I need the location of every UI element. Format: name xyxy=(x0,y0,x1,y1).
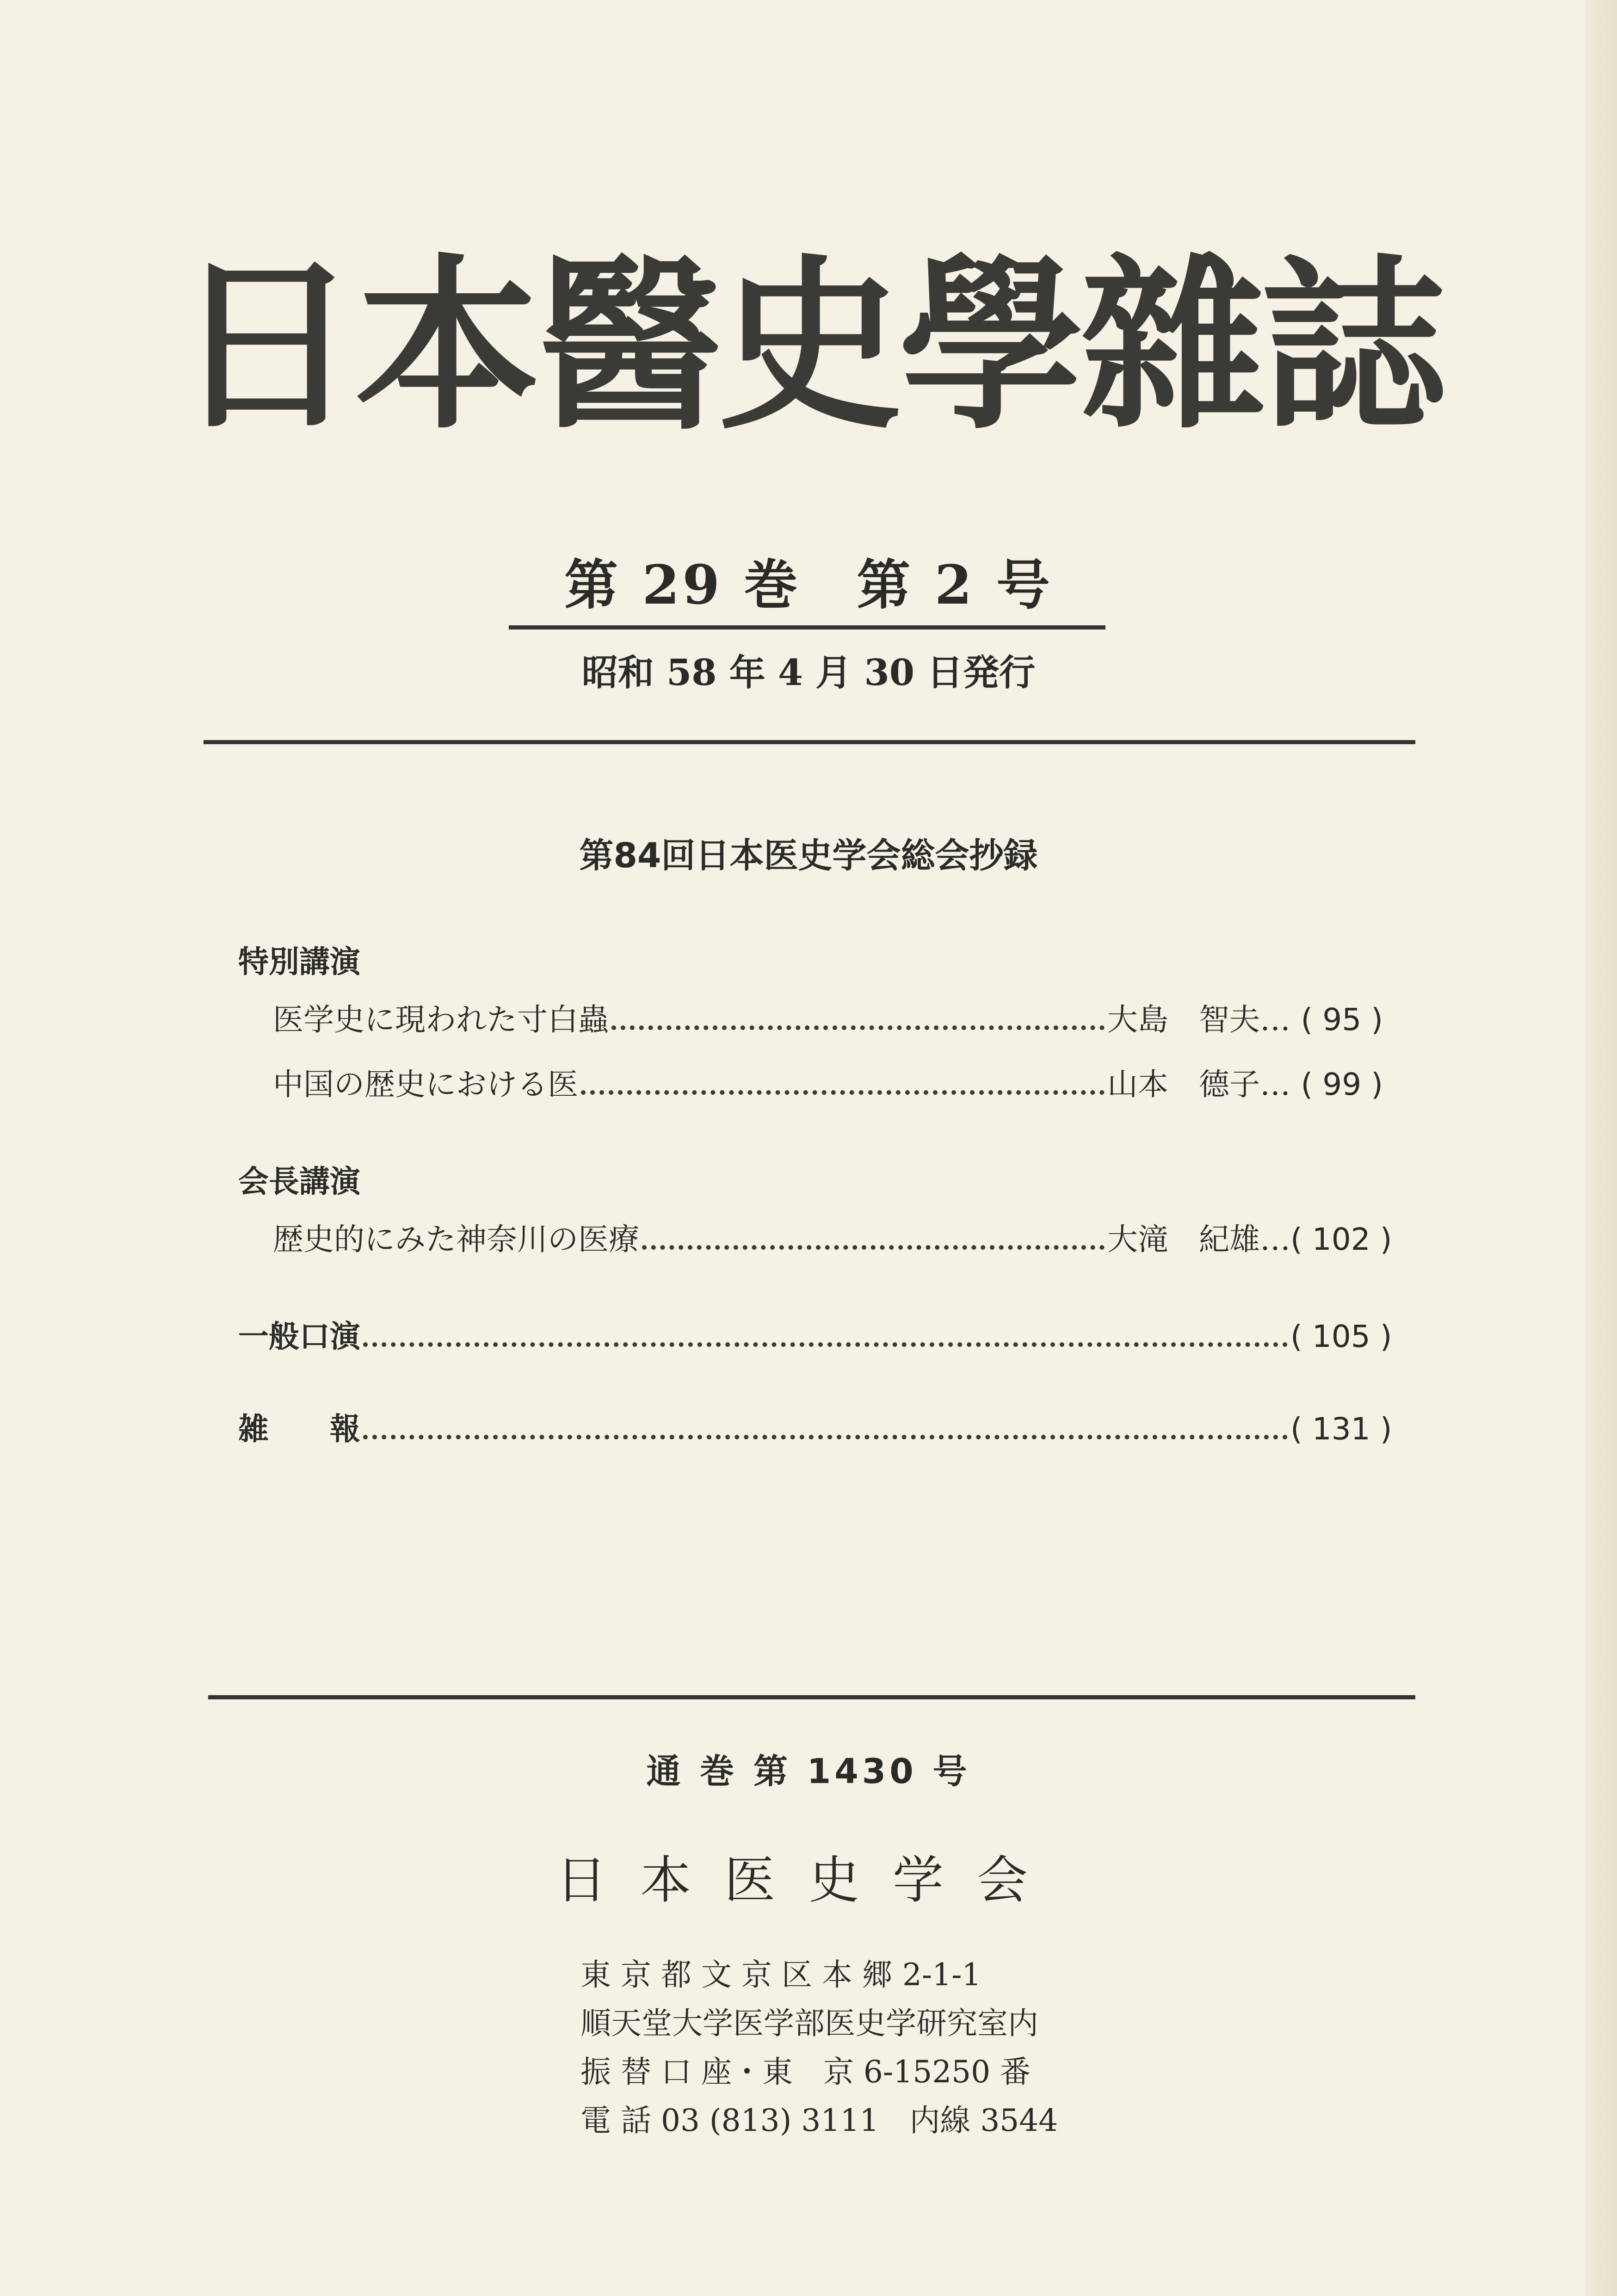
toc-entry-page: ( 105 ) xyxy=(1290,1314,1383,1360)
society-name: 日本医史学会 xyxy=(556,1851,1061,1910)
toc-entry-page: ( 131 ) xyxy=(1290,1406,1383,1452)
address-line: 振 替 口 座・東 京 6-15250 番 xyxy=(580,2054,1031,2090)
toc-entry-author: 山本 德子… xyxy=(1107,1067,1290,1102)
top-divider xyxy=(204,740,1415,744)
toc-entry xyxy=(238,1314,1383,1360)
toc-entry-author: 大滝 紀雄… xyxy=(1107,1222,1290,1257)
miscellaneous-heading: 雑 報 xyxy=(238,1411,360,1447)
volume-underline xyxy=(509,625,1105,630)
general-presentations-heading: 一般口演 xyxy=(238,1319,360,1354)
journal-title: 日本醫史學雜誌 xyxy=(174,239,1443,454)
section-header: 第84回日本医史学会総会抄録 xyxy=(579,836,1038,876)
bottom-divider xyxy=(208,1695,1415,1699)
address-line: 順天堂大学医学部医史学研究室内 xyxy=(580,2006,1038,2041)
dot-leader xyxy=(363,1426,1288,1439)
toc-entry xyxy=(273,1062,1383,1108)
toc-entry-page: ( 95 ) xyxy=(1290,997,1383,1043)
toc-entry xyxy=(238,1406,1383,1452)
dot-leader xyxy=(642,1236,1105,1250)
president-lecture-heading: 会長講演 xyxy=(238,1164,360,1199)
toc-entry-title: 中国の歴史における医 xyxy=(273,1067,578,1102)
dot-leader xyxy=(581,1081,1105,1095)
phone-line: 電 話 03 (813) 3111 内線 3544 xyxy=(580,2103,1058,2138)
toc-entry-title: 歴史的にみた神奈川の医療 xyxy=(273,1222,639,1257)
serial-number: 通 巻 第 1430 号 xyxy=(646,1752,971,1791)
toc-entry-author: 大島 智夫… xyxy=(1107,1002,1290,1037)
toc-entry-title: 医学史に現われた寸白蟲 xyxy=(273,1002,609,1037)
dot-leader xyxy=(363,1333,1288,1347)
dot-leader xyxy=(611,1016,1105,1030)
toc-entry-page: ( 102 ) xyxy=(1290,1216,1383,1263)
volume-issue: 第 29 巻 第 2 号 xyxy=(564,554,1053,617)
issue-date: 昭和 58 年 4 月 30 日発行 xyxy=(581,652,1036,694)
toc-entry xyxy=(273,997,1383,1043)
address-line: 東 京 都 文 京 区 本 郷 2-1-1 xyxy=(580,1957,981,1993)
toc-entry-page: ( 99 ) xyxy=(1290,1062,1383,1108)
toc-entry xyxy=(273,1216,1383,1263)
special-lectures-heading: 特別講演 xyxy=(238,944,360,980)
